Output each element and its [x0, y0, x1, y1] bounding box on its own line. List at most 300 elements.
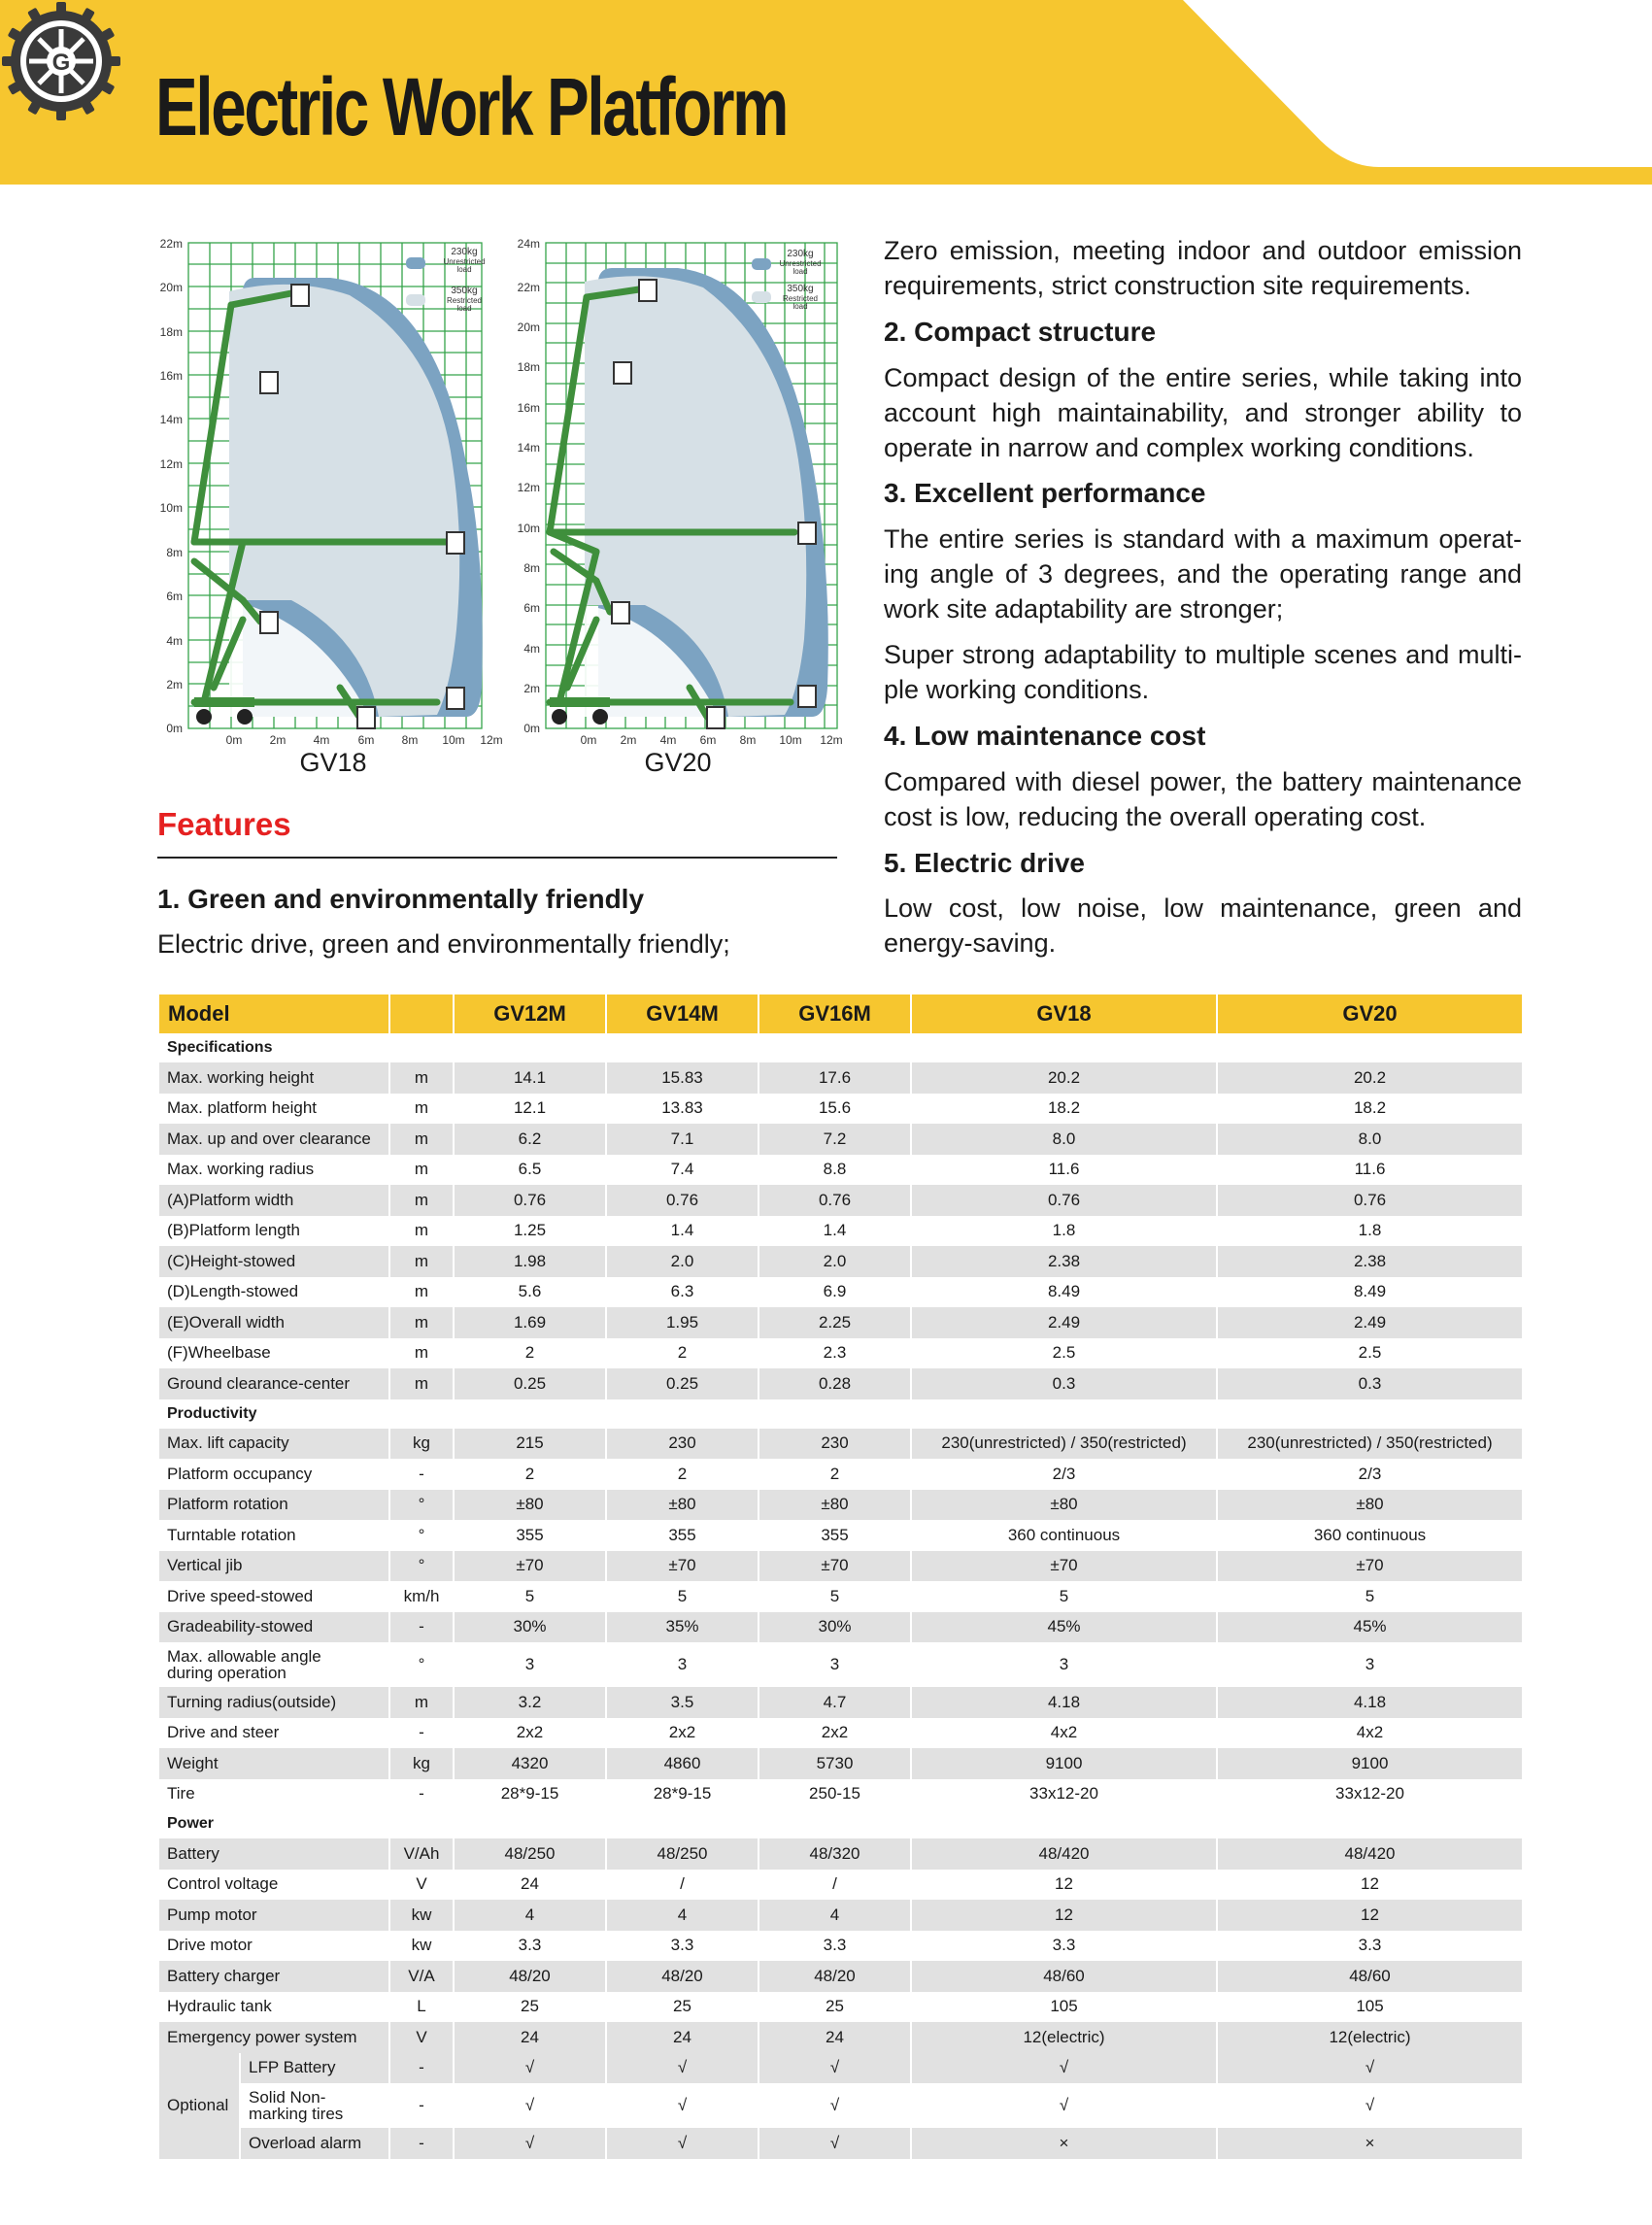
value-cell: √: [759, 2128, 911, 2159]
value-cell: √: [911, 2083, 1217, 2128]
value-cell: 360 continuous: [911, 1520, 1217, 1551]
value-cell: ±70: [1217, 1551, 1523, 1582]
value-cell: 48/20: [759, 1961, 911, 1992]
value-cell: 355: [454, 1520, 606, 1551]
value-cell: √: [454, 2083, 606, 2128]
value-cell: 4: [759, 1900, 911, 1931]
svg-text:4m: 4m: [166, 634, 183, 648]
svg-text:load: load: [456, 265, 472, 274]
value-cell: 24: [606, 2022, 759, 2053]
feature-text-3-line3: work site adaptability are stronger;: [884, 594, 1284, 624]
gv20-y-axis: [518, 237, 540, 735]
value-cell: ±80: [606, 1490, 759, 1521]
feature-text-2-line1: Compact design of the entire series, while taking into: [884, 363, 1522, 392]
table-row: [159, 2128, 1523, 2159]
value-cell: 11.6: [1217, 1155, 1523, 1186]
value-cell: 3: [759, 1642, 911, 1687]
table-row: [159, 2053, 1523, 2084]
feature-text-4-line2: cost is low, reducing the overall operating cost.: [884, 802, 1427, 831]
unit-cell: m: [389, 1185, 454, 1216]
value-cell: 48/60: [911, 1961, 1217, 1992]
table-row: [159, 1246, 1523, 1277]
value-cell: 5: [454, 1581, 606, 1612]
unit-cell: °: [389, 1642, 454, 1687]
value-cell: 355: [759, 1520, 911, 1551]
value-cell: 5730: [759, 1748, 911, 1779]
value-cell: 1.69: [454, 1307, 606, 1338]
header-model-gv12m: GV12M: [454, 995, 606, 1033]
value-cell: 3.3: [759, 1931, 911, 1962]
table-row: [159, 2022, 1523, 2053]
unit-cell: -: [389, 2128, 454, 2159]
svg-text:230kg: 230kg: [787, 249, 814, 259]
svg-text:18m: 18m: [517, 360, 540, 374]
value-cell: 0.76: [606, 1185, 759, 1216]
table-row: [159, 1612, 1523, 1643]
table-row: [159, 1931, 1523, 1962]
feature-text-2-line3: operate in narrow and complex working conditions.: [884, 433, 1474, 462]
value-cell: 1.4: [606, 1216, 759, 1247]
gv20-chart-label: GV20: [644, 748, 712, 777]
legend-swatch-restricted: [752, 291, 771, 303]
svg-text:6m: 6m: [699, 733, 717, 746]
value-cell: /: [606, 1870, 759, 1901]
value-cell: ±80: [759, 1490, 911, 1521]
svg-text:10m: 10m: [517, 522, 540, 535]
param-label: Battery charger: [159, 1961, 389, 1992]
svg-text:22m: 22m: [517, 281, 540, 294]
value-cell: 2.49: [911, 1307, 1217, 1338]
value-cell: 0.28: [759, 1368, 911, 1399]
value-cell: /: [759, 1870, 911, 1901]
param-label: Turning radius(outside): [159, 1687, 389, 1718]
svg-text:12m: 12m: [480, 733, 503, 746]
feature-text-4-line1: Compared with diesel power, the battery maintenance: [884, 767, 1522, 796]
value-cell: 0.76: [1217, 1185, 1523, 1216]
svg-text:20m: 20m: [159, 281, 183, 294]
value-cell: √: [759, 2053, 911, 2084]
svg-text:4m: 4m: [659, 733, 677, 746]
value-cell: 2: [759, 1459, 911, 1490]
param-label: Max. working height: [159, 1062, 389, 1094]
svg-text:0m: 0m: [166, 722, 183, 735]
unit-cell: km/h: [389, 1581, 454, 1612]
value-cell: 4x2: [911, 1718, 1217, 1749]
unit-cell: kg: [389, 1748, 454, 1779]
feature-text-1b-line1: Zero emission, meeting indoor and outdoor emission: [884, 236, 1522, 265]
param-label: Drive speed-stowed: [159, 1581, 389, 1612]
value-cell: √: [606, 2128, 759, 2159]
value-cell: 0.3: [1217, 1368, 1523, 1399]
svg-text:G: G: [51, 50, 71, 76]
value-cell: 4860: [606, 1748, 759, 1779]
unit-cell: V: [389, 1870, 454, 1901]
value-cell: 4.18: [1217, 1687, 1523, 1718]
gv18-base: [194, 697, 254, 725]
unit-cell: m: [389, 1124, 454, 1155]
svg-text:load: load: [792, 267, 808, 276]
value-cell: ×: [911, 2128, 1217, 2159]
table-row: [159, 1838, 1523, 1870]
table-row: [159, 1062, 1523, 1094]
param-label: Weight: [159, 1748, 389, 1779]
unit-cell: m: [389, 1062, 454, 1094]
svg-text:350kg: 350kg: [451, 286, 478, 296]
value-cell: 28*9-15: [454, 1779, 606, 1810]
param-label: Platform occupancy: [159, 1459, 389, 1490]
value-cell: 355: [606, 1520, 759, 1551]
value-cell: 5: [1217, 1581, 1523, 1612]
value-cell: 1.8: [911, 1216, 1217, 1247]
unit-cell: m: [389, 1307, 454, 1338]
value-cell: 0.76: [759, 1185, 911, 1216]
feature-text-3-line1: The entire series is standard with a maximum operat-: [884, 524, 1522, 554]
header-unit: [389, 995, 454, 1033]
value-cell: √: [911, 2053, 1217, 2084]
value-cell: 20.2: [1217, 1062, 1523, 1094]
value-cell: 0.25: [454, 1368, 606, 1399]
param-label: Max. lift capacity: [159, 1429, 389, 1460]
value-cell: 5: [911, 1581, 1217, 1612]
value-cell: 6.5: [454, 1155, 606, 1186]
legend-swatch-restricted: [406, 294, 425, 306]
gv18-legend: [406, 247, 486, 313]
table-row: [159, 1900, 1523, 1931]
value-cell: 0.25: [606, 1368, 759, 1399]
feature-text-2-line2: account high maintainability, and stronger ability to: [884, 398, 1522, 427]
svg-text:6m: 6m: [357, 733, 375, 746]
unit-cell: kw: [389, 1900, 454, 1931]
feature-text-5-line2: energy-saving.: [884, 928, 1057, 958]
value-cell: 3: [454, 1642, 606, 1687]
unit-cell: m: [389, 1216, 454, 1247]
svg-text:8m: 8m: [401, 733, 419, 746]
value-cell: 15.6: [759, 1094, 911, 1125]
feature-heading-2: 2. Compact structure: [884, 317, 1157, 347]
param-label: Max. allowable angle during operation: [159, 1642, 389, 1687]
param-label: Control voltage: [159, 1870, 389, 1901]
unit-cell: V/A: [389, 1961, 454, 1992]
table-row: [159, 1094, 1523, 1125]
header-model-gv14m: GV14M: [606, 995, 759, 1033]
param-label: Solid Non-marking tires: [240, 2083, 389, 2128]
table-row: [159, 1185, 1523, 1216]
svg-text:12m: 12m: [159, 457, 183, 471]
specs-table-body: [159, 1033, 1523, 2159]
value-cell: 28*9-15: [606, 1779, 759, 1810]
value-cell: ×: [1217, 2128, 1523, 2159]
features-divider: [157, 857, 837, 859]
value-cell: 9100: [1217, 1748, 1523, 1779]
feature-text-3-line2: ing angle of 3 degrees, and the operating range and: [884, 559, 1522, 589]
value-cell: 48/250: [454, 1838, 606, 1870]
value-cell: √: [454, 2128, 606, 2159]
svg-text:6m: 6m: [166, 590, 183, 603]
value-cell: 3.5: [606, 1687, 759, 1718]
svg-text:4m: 4m: [313, 733, 330, 746]
value-cell: 2: [606, 1338, 759, 1369]
specs-table: [159, 995, 1524, 2159]
table-row: [159, 1992, 1523, 2023]
value-cell: 9100: [911, 1748, 1217, 1779]
value-cell: ±70: [759, 1551, 911, 1582]
feature-heading-1: 1. Green and environmentally friendly: [157, 884, 645, 914]
param-label: LFP Battery: [240, 2053, 389, 2084]
value-cell: 25: [759, 1992, 911, 2023]
gv18-range-chart: [146, 231, 505, 746]
value-cell: 2.5: [911, 1338, 1217, 1369]
param-label: Turntable rotation: [159, 1520, 389, 1551]
value-cell: 1.98: [454, 1246, 606, 1277]
param-label: (F)Wheelbase: [159, 1338, 389, 1369]
value-cell: 2x2: [454, 1718, 606, 1749]
value-cell: 48/420: [911, 1838, 1217, 1870]
value-cell: 45%: [911, 1612, 1217, 1643]
value-cell: 13.83: [606, 1094, 759, 1125]
value-cell: √: [606, 2083, 759, 2128]
unit-cell: °: [389, 1490, 454, 1521]
value-cell: 2.38: [911, 1246, 1217, 1277]
value-cell: 48/20: [454, 1961, 606, 1992]
feature-heading-4: 4. Low maintenance cost: [884, 721, 1206, 751]
value-cell: 48/320: [759, 1838, 911, 1870]
param-label: Gradeability-stowed: [159, 1612, 389, 1643]
value-cell: 2: [454, 1459, 606, 1490]
svg-text:8m: 8m: [523, 561, 540, 575]
value-cell: 18.2: [1217, 1094, 1523, 1125]
param-label: (A)Platform width: [159, 1185, 389, 1216]
feature-text-1b-line2: requirements, strict construction site requirements.: [884, 271, 1471, 300]
value-cell: 2.0: [606, 1246, 759, 1277]
value-cell: 8.8: [759, 1155, 911, 1186]
value-cell: 12.1: [454, 1094, 606, 1125]
features-title: Features: [157, 806, 291, 842]
unit-cell: -: [389, 1459, 454, 1490]
svg-text:0m: 0m: [580, 733, 597, 746]
table-row: [159, 1368, 1523, 1399]
value-cell: 8.49: [911, 1277, 1217, 1308]
gv20-legend: [752, 249, 822, 311]
value-cell: 25: [606, 1992, 759, 2023]
param-label: Platform rotation: [159, 1490, 389, 1521]
value-cell: 1.95: [606, 1307, 759, 1338]
unit-cell: m: [389, 1094, 454, 1125]
value-cell: 2/3: [1217, 1459, 1523, 1490]
value-cell: 2.49: [1217, 1307, 1523, 1338]
unit-cell: V/Ah: [389, 1838, 454, 1870]
svg-text:2m: 2m: [166, 678, 183, 691]
table-row: [159, 1338, 1523, 1369]
value-cell: 230: [759, 1429, 911, 1460]
value-cell: 33x12-20: [1217, 1779, 1523, 1810]
svg-text:2m: 2m: [620, 733, 637, 746]
value-cell: 33x12-20: [911, 1779, 1217, 1810]
header-model-gv16m: GV16M: [759, 995, 911, 1033]
value-cell: 12: [911, 1900, 1217, 1931]
unit-cell: m: [389, 1246, 454, 1277]
value-cell: 4320: [454, 1748, 606, 1779]
value-cell: 0.76: [454, 1185, 606, 1216]
table-row: [159, 1779, 1523, 1810]
feature-heading-5: 5. Electric drive: [884, 848, 1086, 878]
value-cell: 24: [759, 2022, 911, 2053]
value-cell: 8.0: [1217, 1124, 1523, 1155]
value-cell: ±80: [911, 1490, 1217, 1521]
svg-text:24m: 24m: [517, 237, 540, 251]
value-cell: √: [759, 2083, 911, 2128]
value-cell: 3.3: [911, 1931, 1217, 1962]
value-cell: √: [606, 2053, 759, 2084]
legend-swatch-unrestricted: [752, 258, 771, 270]
value-cell: 2.25: [759, 1307, 911, 1338]
value-cell: 2: [606, 1459, 759, 1490]
header-model-gv20: GV20: [1217, 995, 1523, 1033]
svg-text:16m: 16m: [517, 401, 540, 415]
value-cell: 360 continuous: [1217, 1520, 1523, 1551]
table-row: [159, 1490, 1523, 1521]
svg-text:8m: 8m: [166, 546, 183, 559]
svg-text:Unrestricted: Unrestricted: [779, 259, 822, 268]
value-cell: 20.2: [911, 1062, 1217, 1094]
gv20-range-chart: [503, 231, 853, 746]
value-cell: 105: [1217, 1992, 1523, 2023]
header-model-gv18: GV18: [911, 995, 1217, 1033]
table-header-row: [159, 995, 1523, 1033]
value-cell: 12: [1217, 1900, 1523, 1931]
value-cell: 24: [454, 1870, 606, 1901]
legend-swatch-unrestricted: [406, 257, 425, 269]
param-label: Max. up and over clearance: [159, 1124, 389, 1155]
value-cell: ±70: [606, 1551, 759, 1582]
value-cell: 4: [454, 1900, 606, 1931]
gv18-x-axis: [226, 733, 503, 746]
value-cell: 2.0: [759, 1246, 911, 1277]
value-cell: 4: [606, 1900, 759, 1931]
svg-text:Restricted: Restricted: [782, 294, 819, 303]
feature-text-5-line1: Low cost, low noise, low maintenance, green and: [884, 893, 1522, 923]
value-cell: 4.18: [911, 1687, 1217, 1718]
param-label: Pump motor: [159, 1900, 389, 1931]
svg-text:6m: 6m: [523, 601, 540, 615]
value-cell: 215: [454, 1429, 606, 1460]
value-cell: ±70: [911, 1551, 1217, 1582]
gv20-x-axis: [581, 733, 843, 746]
param-label: Overload alarm: [240, 2128, 389, 2159]
param-label: Emergency power system: [159, 2022, 389, 2053]
value-cell: ±80: [1217, 1490, 1523, 1521]
value-cell: 48/250: [606, 1838, 759, 1870]
value-cell: 30%: [454, 1612, 606, 1643]
value-cell: 6.9: [759, 1277, 911, 1308]
unit-cell: m: [389, 1338, 454, 1369]
param-label: Drive and steer: [159, 1718, 389, 1749]
value-cell: 3: [606, 1642, 759, 1687]
table-row: [159, 1718, 1523, 1749]
unit-cell: m: [389, 1368, 454, 1399]
svg-text:230kg: 230kg: [451, 247, 478, 257]
table-row: [159, 1155, 1523, 1186]
table-row: [159, 1429, 1523, 1460]
value-cell: 24: [454, 2022, 606, 2053]
value-cell: 25: [454, 1992, 606, 2023]
svg-text:10m: 10m: [779, 733, 802, 746]
value-cell: 8.49: [1217, 1277, 1523, 1308]
value-cell: 17.6: [759, 1062, 911, 1094]
value-cell: 8.0: [911, 1124, 1217, 1155]
value-cell: 1.25: [454, 1216, 606, 1247]
table-row: [159, 1687, 1523, 1718]
svg-text:350kg: 350kg: [787, 284, 814, 294]
feature-text-1: Electric drive, green and environmentally friendly;: [157, 929, 730, 959]
svg-text:22m: 22m: [159, 237, 183, 251]
value-cell: 2x2: [759, 1718, 911, 1749]
value-cell: 48/60: [1217, 1961, 1523, 1992]
feature-text-3b-line1: Super strong adaptability to multiple scenes and multi-: [884, 640, 1522, 669]
value-cell: √: [454, 2053, 606, 2084]
unit-cell: kw: [389, 1931, 454, 1962]
value-cell: 1.4: [759, 1216, 911, 1247]
unit-cell: kg: [389, 1429, 454, 1460]
value-cell: 0.76: [911, 1185, 1217, 1216]
value-cell: ±70: [454, 1551, 606, 1582]
svg-text:12m: 12m: [820, 733, 843, 746]
gv18-y-axis: [160, 237, 183, 735]
svg-text:14m: 14m: [159, 413, 183, 426]
svg-text:2m: 2m: [523, 682, 540, 695]
unit-cell: V: [389, 2022, 454, 2053]
value-cell: 11.6: [911, 1155, 1217, 1186]
svg-text:14m: 14m: [517, 441, 540, 455]
table-row: [159, 1551, 1523, 1582]
table-row: [159, 2083, 1523, 2128]
value-cell: 2/3: [911, 1459, 1217, 1490]
svg-text:2m: 2m: [269, 733, 287, 746]
svg-text:load: load: [456, 304, 472, 313]
svg-text:Restricted: Restricted: [446, 296, 483, 305]
unit-cell: m: [389, 1687, 454, 1718]
value-cell: 6.3: [606, 1277, 759, 1308]
value-cell: 2: [454, 1338, 606, 1369]
section-title: Productivity: [159, 1399, 1523, 1429]
param-label: Drive motor: [159, 1931, 389, 1962]
value-cell: √: [1217, 2083, 1523, 2128]
param-label: Vertical jib: [159, 1551, 389, 1582]
svg-text:load: load: [792, 302, 808, 311]
value-cell: 250-15: [759, 1779, 911, 1810]
value-cell: 230: [606, 1429, 759, 1460]
unit-cell: m: [389, 1277, 454, 1308]
unit-cell: -: [389, 1612, 454, 1643]
value-cell: 3.3: [1217, 1931, 1523, 1962]
svg-text:0m: 0m: [523, 722, 540, 735]
svg-text:10m: 10m: [442, 733, 465, 746]
value-cell: 18.2: [911, 1094, 1217, 1125]
value-cell: 14.1: [454, 1062, 606, 1094]
section-row: [159, 1399, 1523, 1429]
value-cell: 2x2: [606, 1718, 759, 1749]
value-cell: 2.38: [1217, 1246, 1523, 1277]
param-label: (B)Platform length: [159, 1216, 389, 1247]
optional-group-label: Optional: [159, 2053, 240, 2159]
unit-cell: -: [389, 1718, 454, 1749]
value-cell: 45%: [1217, 1612, 1523, 1643]
svg-text:16m: 16m: [159, 369, 183, 383]
value-cell: 5: [759, 1581, 911, 1612]
value-cell: 2.5: [1217, 1338, 1523, 1369]
value-cell: 30%: [759, 1612, 911, 1643]
value-cell: 3.3: [454, 1931, 606, 1962]
gv18-chart-label: GV18: [299, 748, 367, 777]
